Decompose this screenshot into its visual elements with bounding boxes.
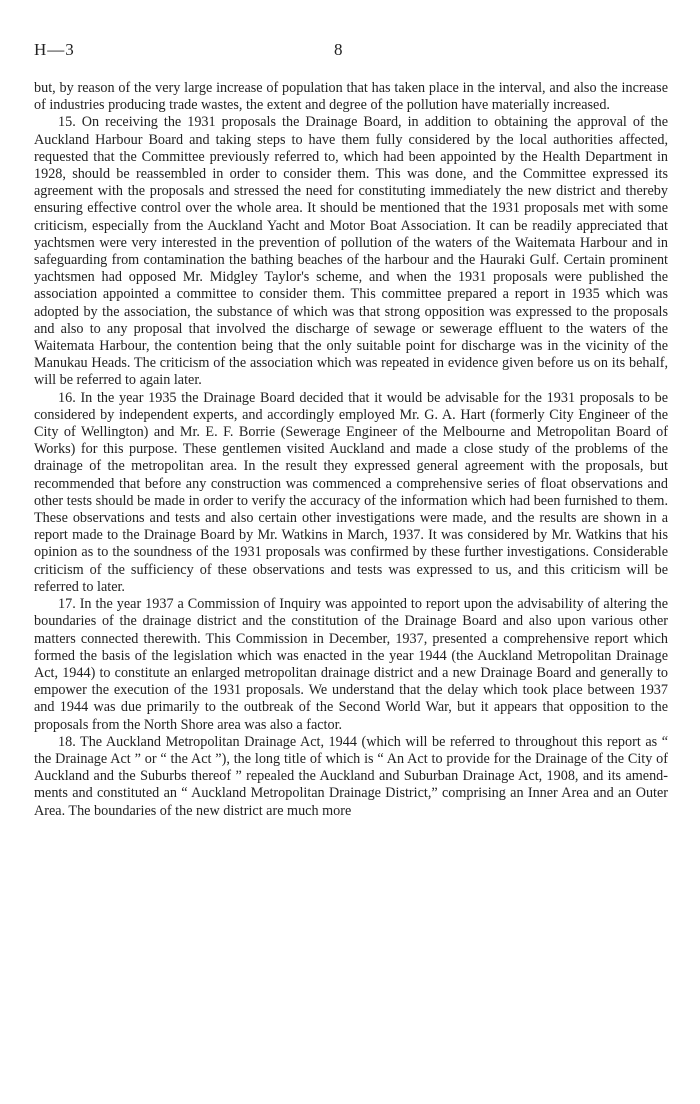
paragraph-17: 17. In the year 1937 a Commission of Inquiry was appointed to report upon the advisability of altering the boundaries of the drainage district and the constitution of the Drainage Board and also upon various other matters connected therewith. This Commission in December, 1937, presented a comprehensive report which formed the basis of the legislation which was enacted in the year 1944 (the Auckland Metropolitan Drainage Act, 1944) to constitute an enlarged metropolitan drainage district and a new Drainage Board and generally to empower the execution of the 1931 proposals. We understand that the delay which took place between 1937 and 1944 was due primarily to the outbreak of the Second World War, but it appears that opposition to the proposals from the North Shore area was also a factor. — [34, 596, 668, 733]
page-number: 8 — [334, 40, 343, 59]
paragraph-16: 16. In the year 1935 the Drainage Board decided that it would be advisable for the 1931 proposals to be considered by independent experts, and accordingly employed Mr. G. A. Hart (formerly City Engineer of the City of Wellington) and Mr. E. F. Borrie (Sewerage Engineer of the Melbourne and Metropolitan Board of Works) for this purpose. These gentlemen visited Auckland and made a close study of the problems of the drainage of the metropolitan area. In the result they expressed general agreement with the proposals, but recommended that before any construction was commenced a comprehensive series of float observations and other tests should be made in order to verify the accuracy of the information which had been furnished to them. These observations and tests and also certain other investigations were made, and the results are shown in a report made to the Drainage Board by Mr. Watkins in March, 1937. It was considered by Mr. Watkins that his opinion as to the soundness of the 1931 proposals was confirmed by these further investigations. Considerable criticism of the sufficiency of these observations and tests was expressed to us, and this criticism will be referred to later. — [34, 389, 668, 595]
document-page — [34, 40, 668, 820]
body-text — [34, 80, 668, 820]
paragraph-15: 15. On receiving the 1931 proposals the Drainage Board, in addition to obtaining the approval of the Auckland Harbour Board and taking steps to have them fully considered by the local authorities affected, requested that the Committee previously referred to, which had been appointed by the Health Department in 1928, should be reassembled in order to consider them. This was done, and the Committee expressed its agreement with the proposals and stressed the need for constituting immediately the new district and thereby ensuring effective control over the whole area. It should be mentioned that the 1931 proposals met with some criticism, especially from the Auckland Yacht and Motor Boat Association. It can be readily appreciated that yachtsmen were very interested in the prevention of pollution of the waters of the Waitemata Harbour and in safeguarding from contamination the bathing beaches of the harbour and the Hauraki Gulf. Certain prominent yachtsmen had opposed Mr. Midgley Taylor's scheme, and when the 1931 proposals were published the association appointed a committee to consider them. This committee prepared a report in 1935 which was adopted by the association, the substance of which was that strong opposition was expressed to the proposals and also to any proposal that involved the discharge of sewage or sewerage effluent to the waters of the Waitemata Harbour, the contention being that the only suitable point for discharge was in the vicinity of the Manukau Heads. The criticism of the association which was repeated in evidence given before us on its behalf, will be referred to again later. — [34, 114, 668, 389]
page-header — [34, 40, 668, 70]
document-reference: H—3 — [34, 40, 75, 59]
paragraph-18: 18. The Auckland Metropolitan Drainage Act, 1944 (which will be referred to throughout this report as “ the Drainage Act ” or “ the Act ”), the long title of which is “ An Act to provide for the Drainage of the City of Auckland and the Suburbs thereof ” repealed the Auckland and Suburban Drainage Act, 1908, and its amendments and constituted an “ Auckland Metropolitan Drainage District,” comprising an Inner Area and an Outer Area. The boundaries of the new district are much more — [34, 733, 668, 819]
paragraph-continuation: but, by reason of the very large increase of population that has taken place in the interval, and also the increase of industries producing trade wastes, the extent and degree of the pollution have materially increased. — [34, 80, 668, 114]
